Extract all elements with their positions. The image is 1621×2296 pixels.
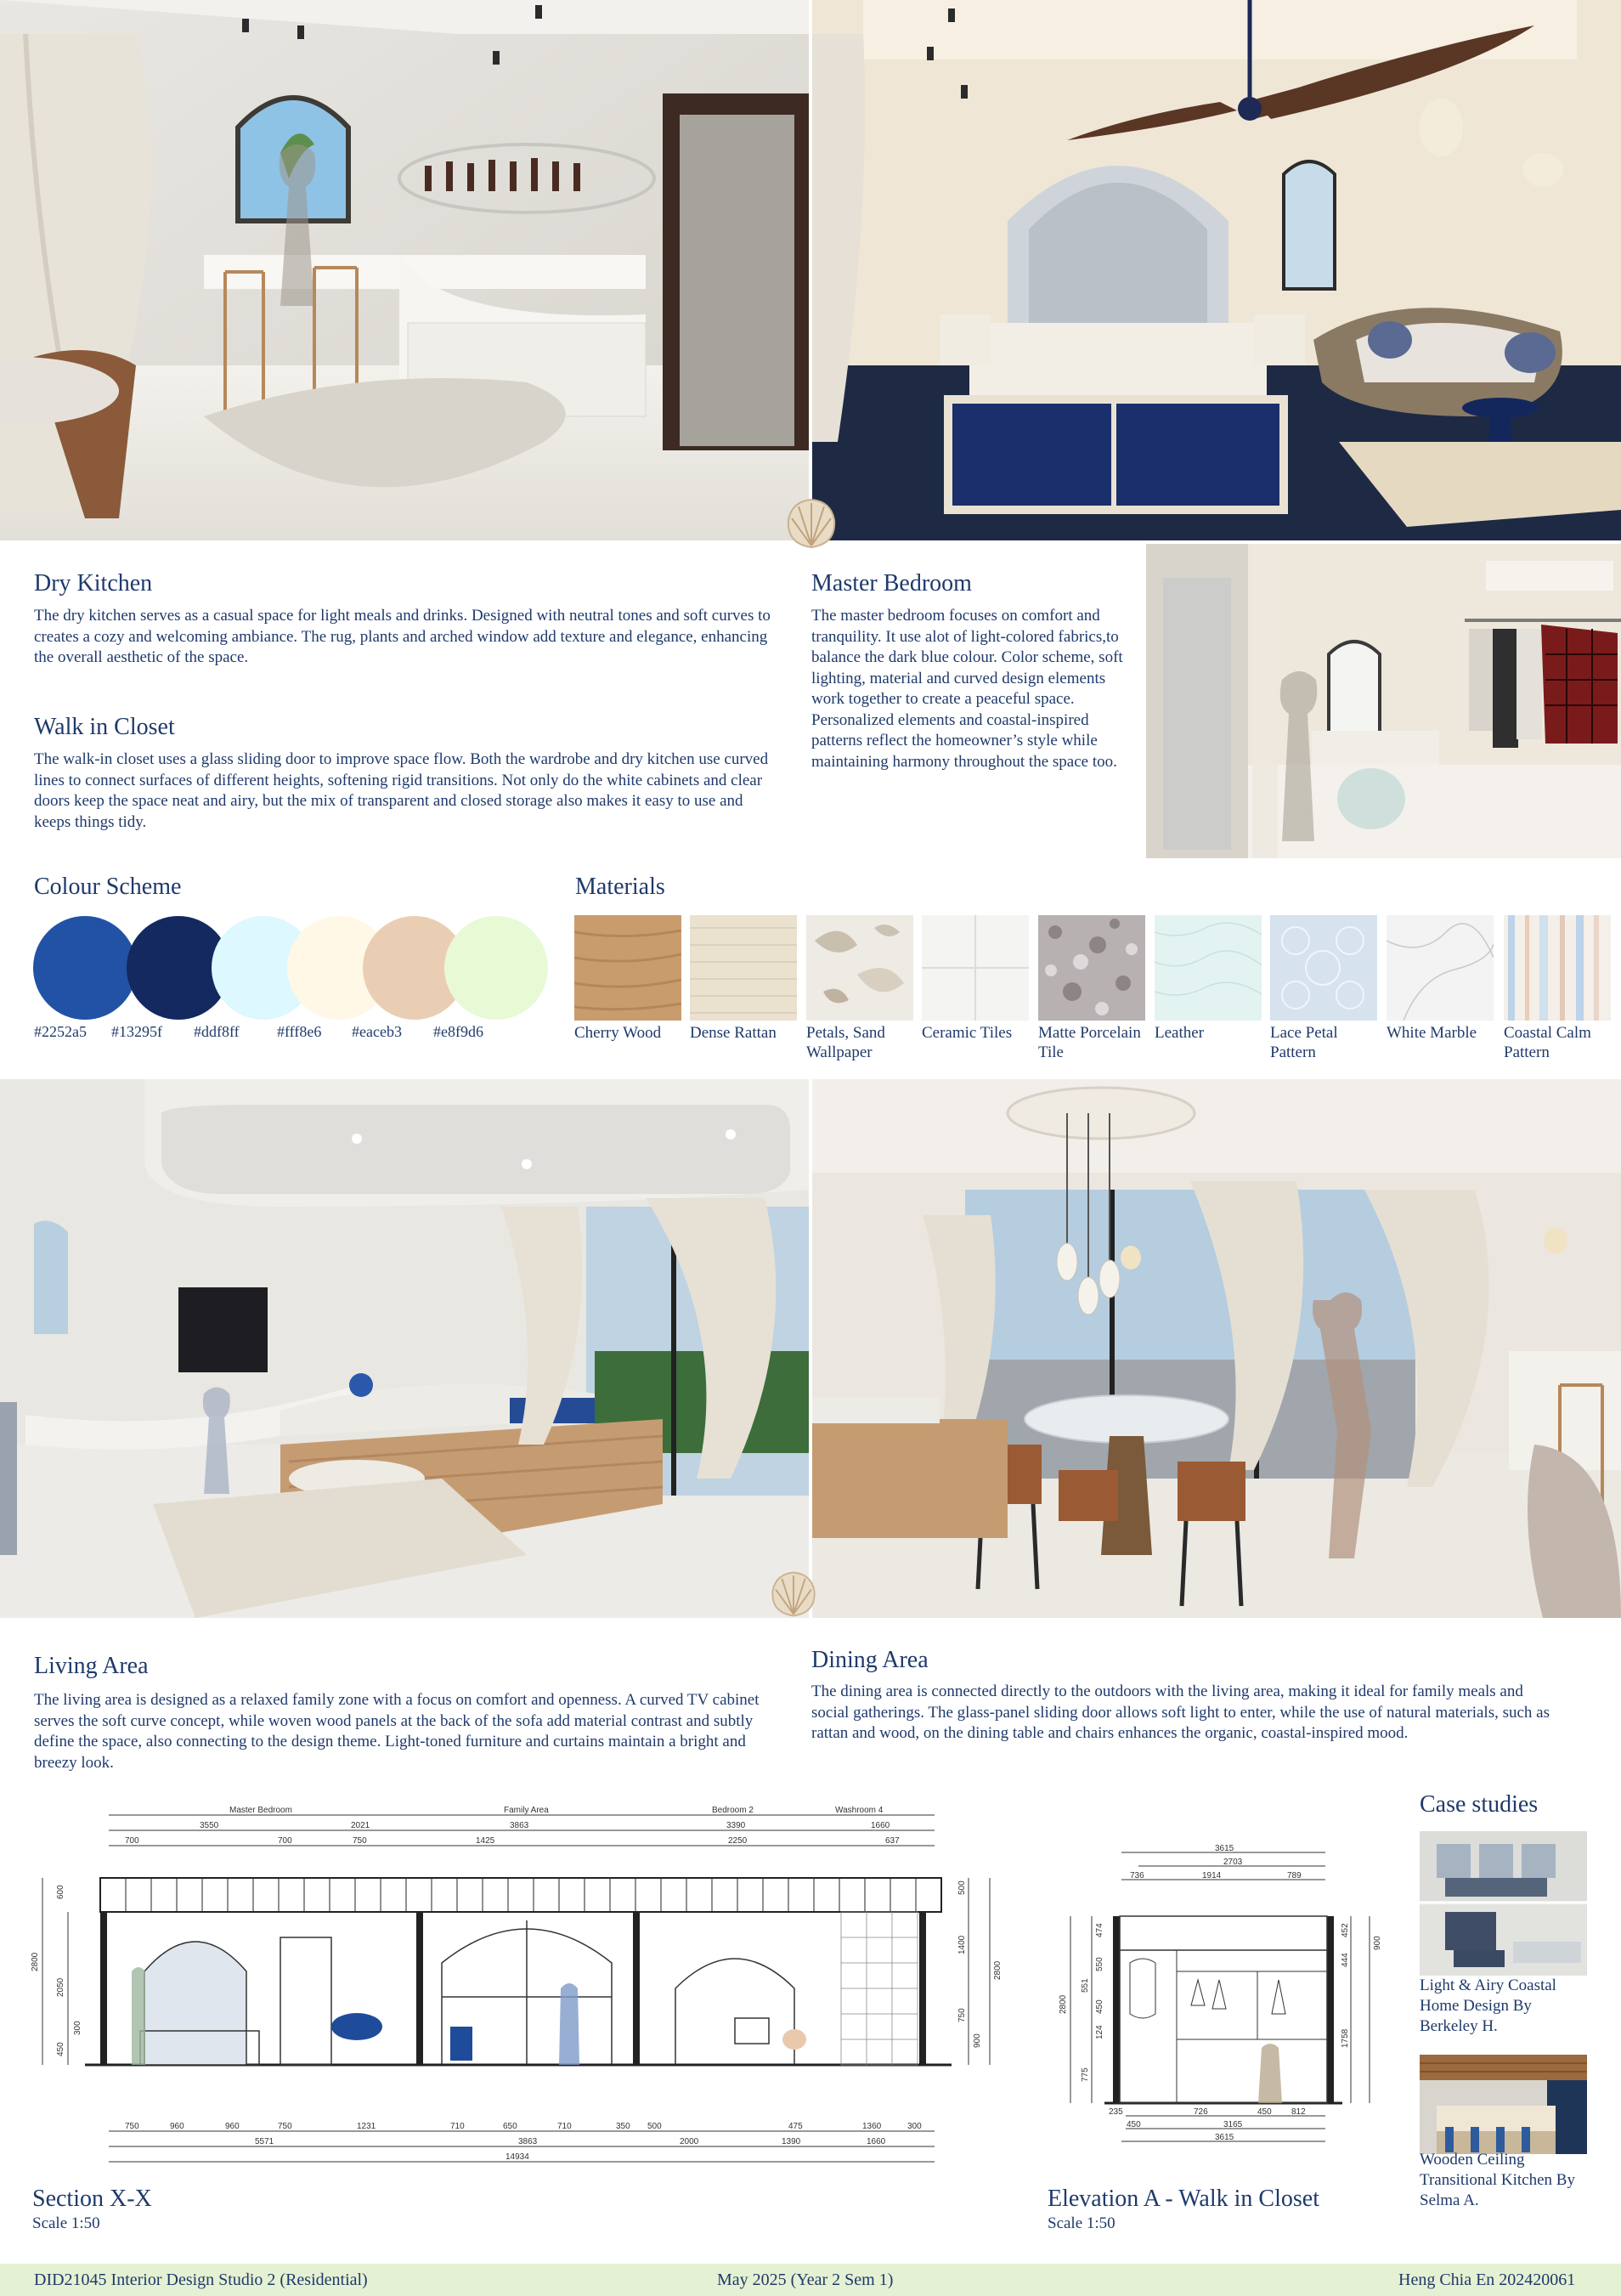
dim-label: 710 <box>450 2122 465 2131</box>
dim-label: 2000 <box>680 2137 699 2146</box>
dim-label: 500 <box>647 2122 662 2131</box>
colour-swatch-label: #13295f <box>111 1023 162 1040</box>
dim-label: 450 <box>1127 2120 1141 2129</box>
material-label: Ceramic Tiles <box>922 1024 1013 1042</box>
elevation-title: Elevation A - Walk in Closet <box>1048 2186 1319 2212</box>
materials-title: Materials <box>575 874 665 900</box>
material-label: Lace Petal Pattern <box>1270 1024 1338 1061</box>
room-label: Bedroom 2 <box>712 1806 754 1815</box>
dim-label: 750 <box>125 2122 139 2131</box>
elevation-scale: Scale 1:50 <box>1048 2214 1115 2232</box>
dim-label: 750 <box>353 1836 367 1846</box>
colour-swatch-label: #e8f9d6 <box>433 1023 483 1040</box>
dim-label: 700 <box>125 1836 139 1846</box>
dim-label: 750 <box>278 2122 292 2131</box>
dim-label: 600 <box>56 1885 65 1899</box>
dim-label: 960 <box>170 2122 184 2131</box>
dim-label: 3615 <box>1215 2133 1234 2142</box>
section-scale: Scale 1:50 <box>32 2214 100 2232</box>
dim-label: 444 <box>1341 1953 1350 1967</box>
shell-icon <box>783 496 839 551</box>
material-tile-petals-sand <box>806 915 913 1021</box>
colour-swatch <box>33 916 137 1020</box>
dim-label: 14934 <box>506 2152 529 2162</box>
dim-label: 2050 <box>56 1977 65 1997</box>
case-study-image-wooden-kitchen <box>1420 2055 1587 2154</box>
room-label: Washroom 4 <box>835 1806 884 1815</box>
material-label: White Marble <box>1387 1024 1477 1042</box>
dim-label: 3550 <box>200 1821 219 1830</box>
dim-label: 500 <box>957 1880 967 1895</box>
master-bedroom-text: The master bedroom focuses on comfort and tranquility. It use alot of light-colored fabrics,to balance the dark blue colour. Color scheme, soft lighting, material and curved design elements work together to create a peaceful space. Personalized elements and coastal-inspired patterns reflect the homeowner’s style while maintaining harmony throughout the space too. <box>811 607 1123 771</box>
dim-label: 960 <box>225 2122 240 2131</box>
colour-swatch-label: #fff8e6 <box>277 1023 322 1040</box>
dim-label: 3863 <box>518 2137 538 2146</box>
case-studies-title: Case studies <box>1420 1791 1539 1818</box>
dim-label: 1360 <box>862 2122 882 2131</box>
dim-label: 900 <box>973 2033 982 2048</box>
footer-author: Heng Chia En 202420061 <box>1398 2271 1576 2289</box>
material-label: Matte Porcelain Tile <box>1038 1024 1141 1061</box>
material-tile-cherry-wood <box>574 915 681 1021</box>
dim-label: 2800 <box>31 1952 40 1971</box>
room-label: Family Area <box>504 1806 549 1815</box>
dim-label: 452 <box>1341 1923 1350 1937</box>
dim-label: 2021 <box>351 1821 370 1830</box>
material-label: Coastal Calm Pattern <box>1504 1024 1591 1061</box>
dim-label: 450 <box>56 2042 65 2056</box>
material-tile-lace-petal <box>1270 915 1377 1021</box>
footer-date: May 2025 (Year 2 Sem 1) <box>717 2271 894 2289</box>
living-area-text: The living area is designed as a relaxed family zone with a focus on comfort and openness. A curved TV cabinet serves the soft curve concept, while woven wood panels at the back of the sofa add material contrast and subtly define the space, also connecting to the design theme. Light-toned furniture and curtains maintain a bright and breezy look. <box>34 1691 760 1772</box>
material-tile-dense-rattan <box>690 915 797 1021</box>
dim-label: 474 <box>1095 1923 1104 1937</box>
dim-label: 300 <box>73 2021 82 2035</box>
walk-in-closet-text: The walk-in closet uses a glass sliding door to improve space flow. Both the wardrobe and dry kitchen use curved lines to connect surfaces of different heights, softening rigid transitions. Not only do the white cabinets and clear doors keep the space neat and airy, but the mix of transparent and closed storage also makes it easy to use and keeps things tidy. <box>34 750 769 831</box>
dim-label: 637 <box>885 1836 900 1846</box>
dry-kitchen-text: The dry kitchen serves as a casual space for light meals and drinks. Designed with neutral tones and soft curves to creates a cozy and welcoming ambiance. The rug, plants and arched window add texture and elegance, enhancing the overall aesthetic of the space. <box>34 607 771 666</box>
dim-label: 1758 <box>1341 2028 1350 2048</box>
section-title: Section X-X <box>32 2186 152 2212</box>
dim-label: 700 <box>278 1836 292 1846</box>
dim-label: 1400 <box>957 1935 967 1954</box>
footer-bar <box>0 2264 1621 2296</box>
shell-icon <box>768 1569 819 1620</box>
dim-label: 450 <box>1095 1999 1104 2014</box>
dim-label: 775 <box>1081 2067 1090 2082</box>
dim-label: 5571 <box>255 2137 274 2146</box>
dim-label: 235 <box>1109 2107 1123 2117</box>
dim-label: 650 <box>503 2122 517 2131</box>
colour-swatch-label: #ddf8ff <box>194 1023 240 1040</box>
walk-in-closet-title: Walk in Closet <box>34 714 175 740</box>
dining-area-title: Dining Area <box>811 1647 929 1673</box>
dim-label: 1660 <box>871 1821 890 1830</box>
master-bedroom-title: Master Bedroom <box>811 570 972 597</box>
dim-label: 2703 <box>1223 1858 1243 1867</box>
footer-course: DID21045 Interior Design Studio 2 (Residential) <box>34 2271 368 2289</box>
render-walk-in-closet <box>1146 544 1621 858</box>
render-master-bedroom <box>812 0 1621 540</box>
dim-label: 3165 <box>1223 2120 1243 2129</box>
dim-label: 551 <box>1081 1978 1090 1993</box>
material-tile-matte-porcelain <box>1038 915 1145 1021</box>
material-tile-white-marble <box>1387 915 1494 1021</box>
render-dining-area <box>812 1079 1621 1618</box>
colour-swatch <box>444 916 548 1020</box>
dim-label: 3390 <box>726 1821 746 1830</box>
colour-swatch-label: #eaceb3 <box>352 1023 402 1040</box>
material-label: Petals, Sand Wallpaper <box>806 1024 885 1061</box>
dim-label: 124 <box>1095 2025 1104 2039</box>
material-tile-ceramic <box>922 915 1029 1021</box>
living-area-title: Living Area <box>34 1653 149 1679</box>
dim-label: 812 <box>1291 2107 1306 2117</box>
material-label: Dense Rattan <box>690 1024 777 1042</box>
case-study-image-coastal <box>1420 1831 1587 1976</box>
dim-label: 750 <box>957 2008 967 2022</box>
dining-area-text: The dining area is connected directly to the outdoors with the living area, making it ideal for family meals and social gatherings. The glass-panel sliding door allows soft light to enter, while the use of natural materials, such as rattan and wood, on the dining table and chairs enhances the organic, coastal-inspired mood. <box>811 1682 1550 1742</box>
dim-label: 475 <box>788 2122 803 2131</box>
dry-kitchen-title: Dry Kitchen <box>34 570 153 597</box>
dim-label: 789 <box>1287 1871 1302 1880</box>
dim-label: 300 <box>907 2122 922 2131</box>
dim-label: 550 <box>1095 1957 1104 1971</box>
case-study-label-coastal: Light & Airy Coastal Home Design By Berkeley H. <box>1420 1976 1556 2035</box>
material-label: Cherry Wood <box>574 1024 662 1042</box>
dim-label: 2250 <box>728 1836 748 1846</box>
elevation-drawing <box>1045 1844 1385 2150</box>
render-living-area <box>0 1079 809 1618</box>
dim-label: 710 <box>557 2122 572 2131</box>
dim-label: 726 <box>1194 2107 1208 2117</box>
material-tile-coastal-calm <box>1504 915 1611 1021</box>
dim-label: 450 <box>1257 2107 1272 2117</box>
colour-scheme-title: Colour Scheme <box>34 874 182 900</box>
dim-label: 1660 <box>867 2137 886 2146</box>
dim-label: 350 <box>616 2122 630 2131</box>
dim-label: 3863 <box>510 1821 529 1830</box>
dim-label: 2800 <box>993 1960 1003 1980</box>
dim-label: 1390 <box>782 2137 801 2146</box>
material-tile-leather <box>1155 915 1262 1021</box>
dim-label: 1231 <box>357 2122 376 2131</box>
dim-label: 1425 <box>476 1836 495 1846</box>
dim-label: 1914 <box>1202 1871 1222 1880</box>
dim-label: 900 <box>1373 1936 1382 1950</box>
colour-swatch-label: #2252a5 <box>34 1023 87 1040</box>
dim-label: 3615 <box>1215 1844 1234 1853</box>
dim-label: 2800 <box>1059 1994 1068 2014</box>
render-dry-kitchen <box>0 0 809 540</box>
material-label: Leather <box>1155 1024 1205 1042</box>
case-study-label-wooden-kitchen: Wooden Ceiling Transitional Kitchen By Selma A. <box>1420 2151 1575 2209</box>
dim-label: 736 <box>1130 1871 1144 1880</box>
section-drawing <box>25 1801 1003 2175</box>
room-label: Master Bedroom <box>229 1806 292 1815</box>
